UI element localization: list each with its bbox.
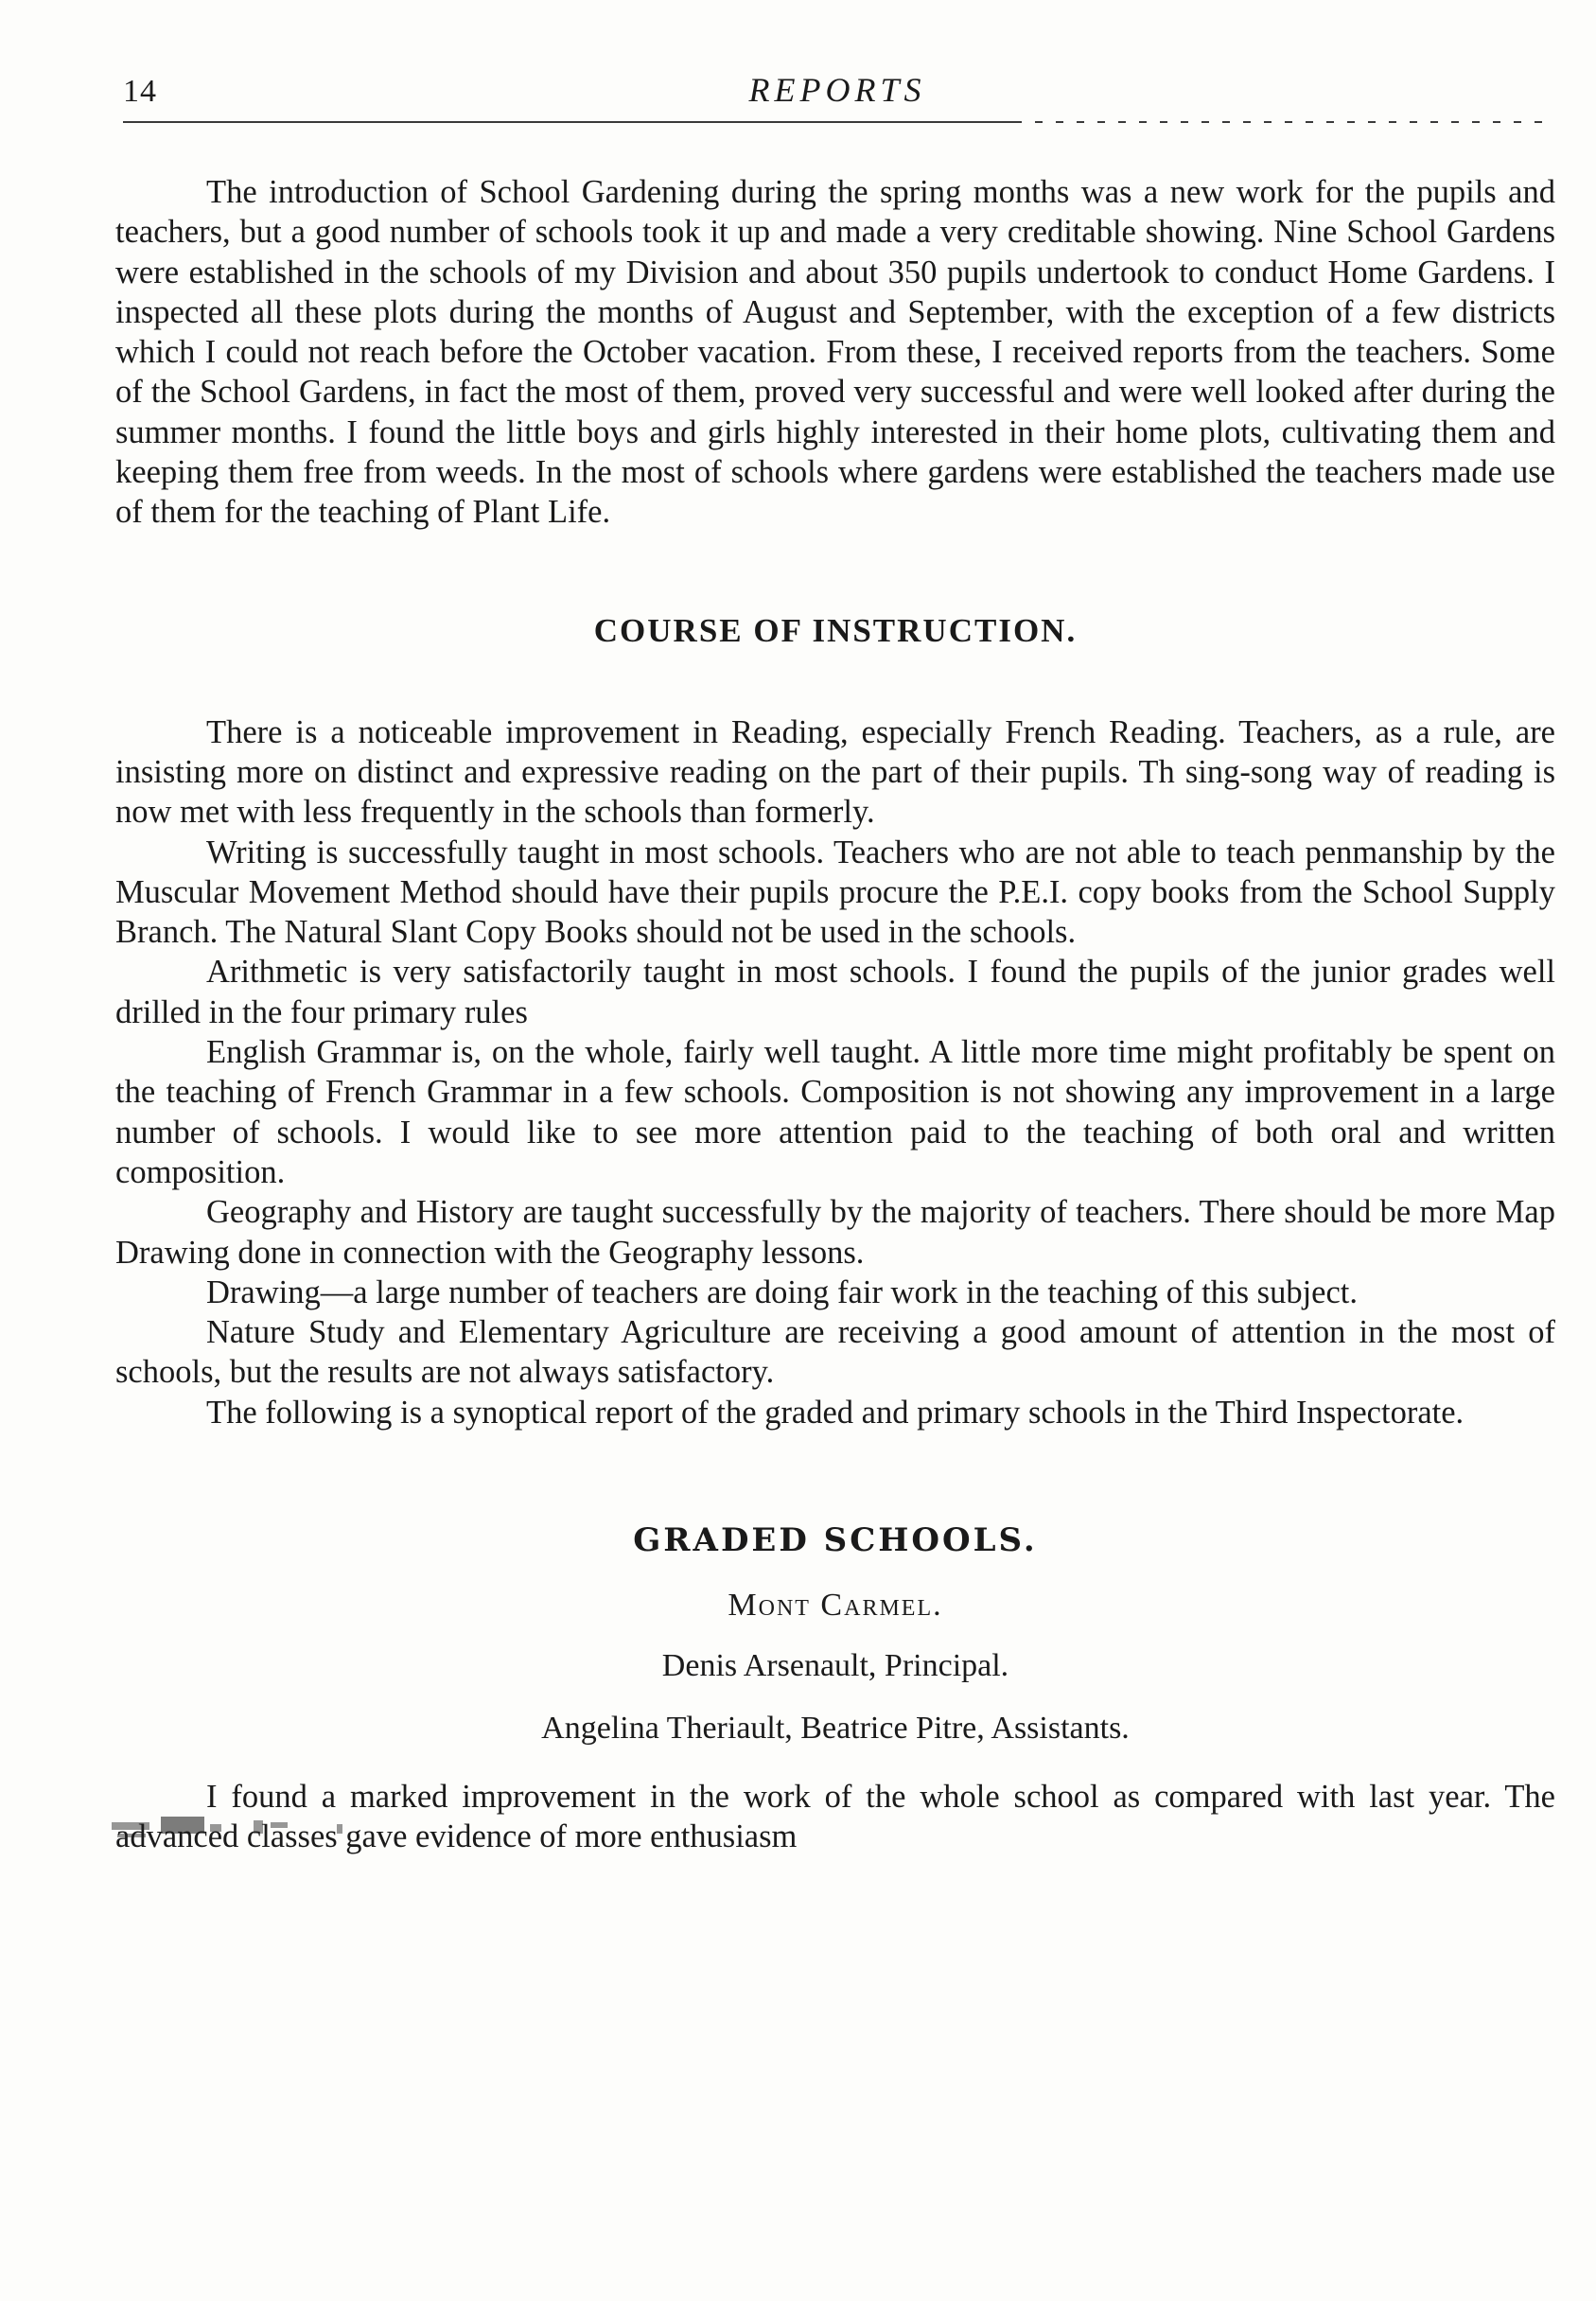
page-header bbox=[123, 66, 1552, 123]
paragraph-synoptical-report: The following is a synoptical report of the graded and primary schools in the Third Inspectorate. bbox=[206, 1394, 1464, 1431]
section-heading-course-of-instruction: COURSE OF INSTRUCTION. bbox=[593, 611, 1078, 649]
section-heading-graded-schools: GRADED SCHOOLS. bbox=[633, 1521, 1038, 1560]
paragraph-school-gardening: The introduction of School Gardening during the spring months was a new work for the pupils and teachers, but a good number of schools took it up and made a very creditable showing. Nine School Gardens were established in the schools of my Division and about 350 pupils undertook to conduct Home Gardens. I inspected all these plots during the months of August and September, with the exception of a few districts which I could not reach before the October vacation. From these, I received reports from the teachers. Some of the School Gardens, in fact the most of them, proved very successful and were well looked after during the summer months. I found the little boys and girls highly interested in their home plots, cultivating them and keeping them free from weeds. In the most of schools where gardens were established the teachers made use of them for the teaching of Plant Life. bbox=[115, 174, 1555, 531]
school-name: Mont Carmel. bbox=[728, 1588, 943, 1624]
paragraph-grammar: English Grammar is, on the whole, fairly well taught. A little more time might profitably be spent on the teaching of French Grammar in a few schools. Composition is not showing any improvement in a large number of schools. I would like to see more attention paid to the teaching of both oral and written composition. bbox=[115, 1034, 1555, 1190]
header-rule-wear bbox=[1022, 119, 1552, 123]
paragraph-arithmetic: Arithmetic is very satisfactorily taught in most schools. I found the pupils of the junior grades well drilled in the four primary rules bbox=[115, 954, 1555, 1030]
paragraph-reading: There is a noticeable improvement in Reading, especially French Reading. Teachers, as a rule, are insisting more on distinct and expressive reading on the part of their pupils. Th sing-song way of reading is now met with less frequently in the schools than formerly. bbox=[115, 713, 1555, 831]
paragraph-drawing: Drawing—a large number of teachers are doing fair work in the teaching of this subject. bbox=[206, 1273, 1358, 1310]
page-number: 14 bbox=[123, 74, 157, 109]
paragraph-geography: Geography and History are taught successfully by the majority of teachers. There should be more Map Drawing done in connection with the Geography lessons. bbox=[115, 1194, 1555, 1271]
running-head: REPORTS bbox=[748, 71, 926, 109]
assistants-line: Angelina Theriault, Beatrice Pitre, Assistants. bbox=[541, 1711, 1130, 1747]
paragraph-mont-carmel-report: I found a marked improvement in the work of the whole school as compared with last year. The advanced classes gave evidence of more enthusiasm bbox=[115, 1779, 1555, 1855]
page-body bbox=[115, 172, 1555, 1857]
paragraph-writing: Writing is successfully taught in most schools. Teachers who are not able to teach penmanship by the Muscular Movement Method should have their pupils procure the P.E.I. copy books from the School Supply Branch. The Natural Slant Copy Books should not be used in the schools. bbox=[115, 834, 1555, 951]
paragraph-nature-study: Nature Study and Elementary Agriculture are receiving a good amount of attention in the most of schools, but the results are not always satisfactory. bbox=[115, 1314, 1555, 1391]
principal-line: Denis Arsenault, Principal. bbox=[661, 1648, 1009, 1684]
